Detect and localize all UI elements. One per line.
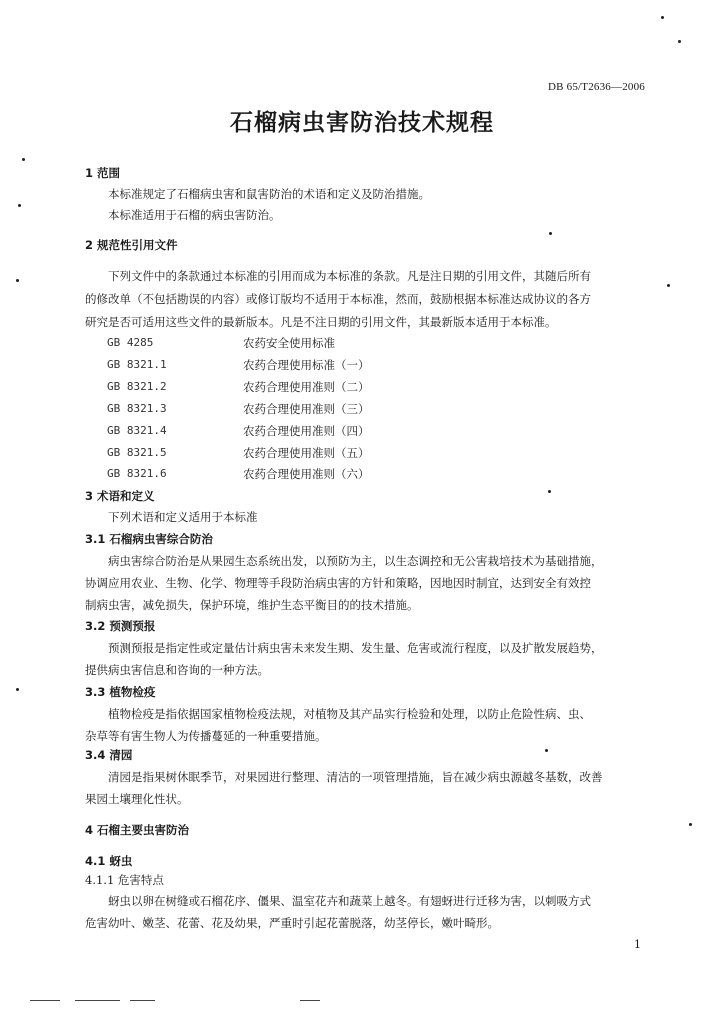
- ref-code: GB 8321.1: [107, 358, 167, 371]
- footer-rule: [30, 1000, 60, 1001]
- document-title: 石榴病虫害防治技术规程: [230, 110, 494, 136]
- paragraph-line: 的修改单（不包括勘误的内容）或修订版均不适用于本标准，然而，鼓励根据本标准达成协议的各方: [85, 292, 591, 306]
- paragraph-line: 研究是否可适用这些文件的最新版本。凡是不注日期的引用文件，其最新版本适用于本标准。: [85, 315, 557, 329]
- subsection-heading: 3.1 石榴病虫害综合防治: [85, 532, 213, 546]
- section-heading: 3 术语和定义: [85, 489, 155, 503]
- paragraph-line: 植物检疫是指依据国家植物检疫法规，对植物及其产品实行检验和处理，以防止危险性病、虫、: [108, 707, 591, 721]
- subsection-heading: 4.1 蚜虫: [85, 854, 133, 868]
- ref-code: GB 8321.4: [107, 424, 167, 437]
- ref-title: 农药合理使用标准（一）: [243, 358, 370, 372]
- ref-title: 农药合理使用准则（二）: [243, 380, 370, 394]
- paragraph-line: 蚜虫以卵在树缝或石榴花序、僵果、温室花卉和蔬菜上越冬。有翅蚜进行迁移为害，以刺吸方式: [108, 894, 591, 908]
- footer-rule: [300, 1000, 320, 1001]
- page-number: 1: [634, 938, 641, 951]
- scan-speck: [18, 204, 21, 207]
- ref-title: 农药安全使用标准: [243, 336, 335, 350]
- footer-rule: [130, 1000, 155, 1001]
- section-heading: 1 范围: [85, 166, 121, 180]
- scan-speck: [689, 823, 692, 826]
- standard-code: DB 65/T2636—2006: [548, 81, 646, 93]
- paragraph-line: 提供病虫害信息和咨询的一种方法。: [85, 663, 269, 677]
- ref-code: GB 8321.2: [107, 380, 167, 393]
- paragraph-line: 清园是指果树休眠季节，对果园进行整理、清洁的一项管理措施，旨在减少病虫源越冬基数，改善: [108, 770, 603, 784]
- footer-rule: [75, 1000, 120, 1001]
- scan-speck: [678, 40, 681, 43]
- paragraph-line: 下列文件中的条款通过本标准的引用而成为本标准的条款。凡是注日期的引用文件，其随后所有: [108, 269, 591, 283]
- subsection-heading: 3.3 植物检疫: [85, 685, 156, 699]
- paragraph-line: 病虫害综合防治是从果园生态系统出发，以预防为主，以生态调控和无公害栽培技术为基础措施，: [108, 554, 603, 568]
- paragraph: 下列术语和定义适用于本标准: [108, 510, 258, 524]
- scan-speck: [22, 158, 25, 161]
- scan-speck: [661, 16, 664, 19]
- ref-code: GB 8321.3: [107, 402, 167, 415]
- ref-code: GB 8321.6: [107, 467, 167, 480]
- subsubsection-heading: 4.1.1 危害特点: [85, 873, 164, 887]
- scan-speck: [549, 232, 552, 235]
- paragraph: 本标准规定了石榴病虫害和鼠害防治的术语和定义及防治措施。: [108, 187, 430, 201]
- ref-title: 农药合理使用准则（五）: [243, 446, 370, 460]
- section-heading: 2 规范性引用文件: [85, 238, 178, 252]
- ref-code: GB 8321.5: [107, 446, 167, 459]
- section-heading: 4 石榴主要虫害防治: [85, 823, 190, 837]
- scan-speck: [16, 279, 19, 282]
- paragraph-line: 预测预报是指定性或定量估计病虫害未来发生期、发生量、危害或流行程度，以及扩散发展趋势，: [108, 641, 603, 655]
- scan-speck: [548, 490, 551, 493]
- paragraph-line: 果园土壤理化性状。: [85, 792, 189, 806]
- subsection-heading: 3.4 清园: [85, 748, 133, 762]
- ref-title: 农药合理使用准则（四）: [243, 424, 370, 438]
- paragraph-line: 杂草等有害生物人为传播蔓延的一种重要措施。: [85, 729, 327, 743]
- ref-title: 农药合理使用准则（六）: [243, 467, 370, 481]
- paragraph: 本标准适用于石榴的病虫害防治。: [108, 208, 281, 222]
- scan-speck: [545, 749, 548, 752]
- subsection-heading: 3.2 预测预报: [85, 619, 156, 633]
- scan-speck: [667, 284, 670, 287]
- paragraph-line: 制病虫害，减免损失，保护环境，维护生态平衡目的的技术措施。: [85, 598, 419, 612]
- scan-speck: [16, 688, 19, 691]
- paragraph-line: 危害幼叶、嫩茎、花蕾、花及幼果，严重时引起花蕾脱落，幼茎停长，嫩叶畸形。: [85, 916, 499, 930]
- ref-title: 农药合理使用准则（三）: [243, 402, 370, 416]
- paragraph-line: 协调应用农业、生物、化学、物理等手段防治病虫害的方针和策略，因地因时制宜，达到安全有效控: [85, 576, 591, 590]
- ref-code: GB 4285: [107, 336, 154, 349]
